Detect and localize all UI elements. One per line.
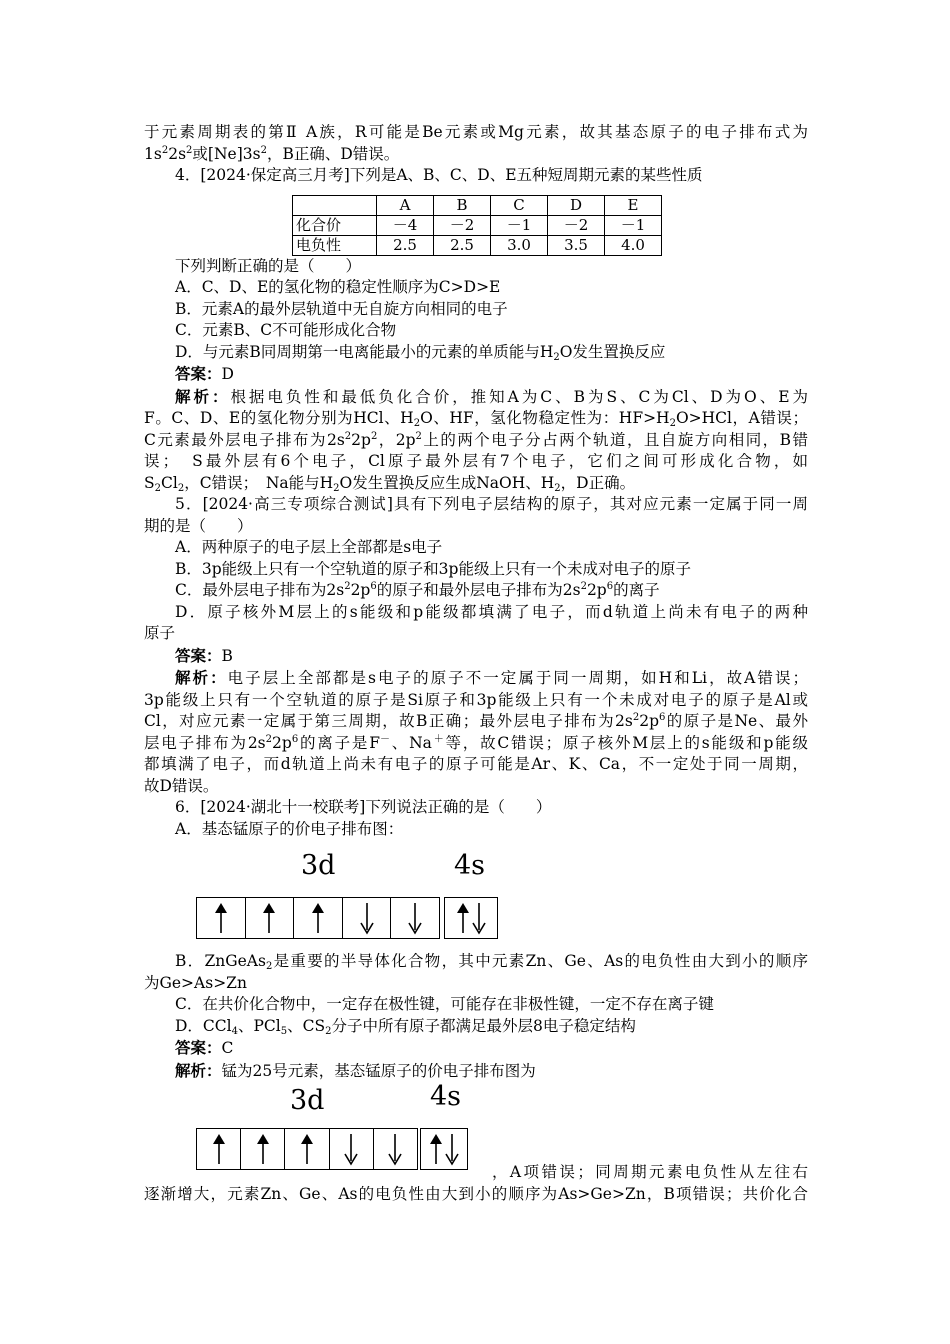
orbital-box [343, 898, 392, 938]
explanation: 解析：电子层上全部都是s电子的原子不一定属于同一周期，如H和Li，故A错误； [175, 668, 808, 687]
question-6-stem: 6．[2024·湖北十一校联考]下列说法正确的是（ ） [175, 798, 552, 816]
spin-up-arrow-icon [256, 1132, 270, 1166]
orbital-label-3d: 3d [301, 850, 336, 881]
spin-down-arrow-icon [408, 901, 422, 935]
option-b: 为Ge>As>Zn [144, 973, 247, 992]
explanation-line: F。C、D、E的氢化物分别为HCl、$H_2O$、HF，氢化物稳定性为：$HF>H_2O>HCl$，A错误； [144, 409, 808, 429]
spin-up-arrow-icon [311, 901, 325, 935]
table-header-row: A B C D E [293, 195, 662, 215]
option-a: A．C、D、E的氢化物的稳定性顺序为C>D>E [175, 278, 501, 296]
explanation-line: C元素最外层电子排布为$2s^22p^2$，$2p^2$上的两个电子分占两个轨道，且自旋方向相同，B错 [144, 430, 808, 449]
answer: 答案：C [175, 1038, 234, 1057]
spin-down-arrow-icon [360, 901, 374, 935]
option-d: D．CCl$_4$、PCl$_5$、$CS_2$分子中所有原子都满足最外层8电子稳定结构 [175, 1016, 636, 1037]
option-b: B．3p能级上只有一个空轨道的原子和3p能级上只有一个未成对电子的原子 [175, 559, 691, 578]
option-c: C．在共价化合物中，一定存在极性键，可能存在非极性键，一定不存在离子键 [175, 995, 714, 1013]
orbital-box [445, 898, 497, 938]
answer: 答案：B [175, 645, 233, 665]
text-line: 于元素周期表的第Ⅱ A族，R可能是Be元素或Mg元素，故其基态原子的电子排布式为 [144, 123, 808, 141]
explanation: 解析：锰为25号元素，基态锰原子的价电子排布图为 [175, 1060, 536, 1080]
spin-up-arrow-icon [300, 1132, 314, 1166]
property-table [292, 195, 662, 256]
option-d: 原子 [144, 624, 176, 642]
explanation-line: 都填满了电子，而d轨道上尚未有电子的原子可能是Ar、K、Ca，不一定处于同一周期， [144, 755, 808, 773]
option-a: A．两种原子的电子层上全部都是s电子 [175, 538, 443, 556]
document-page-end [144, 1162, 808, 1205]
explanation-line: 3p能级上只有一个空轨道的原子是Si原子和3p能级上只有一个未成对电子的原子是Al或 [144, 690, 808, 709]
spin-pair-icon [453, 901, 489, 935]
orbital-4s-box [444, 897, 498, 939]
question-5-stem: 5．[2024·高三专项综合测试]具有下列电子层结构的原子，其对应元素一定属于同一周 [175, 495, 808, 513]
option-a: A．基态锰原子的价电子排布图： [175, 819, 404, 838]
option-d: D．与元素B同周期第一电离能最小的元素的单质能与$H_2O$发生置换反应 [175, 342, 666, 363]
orbital-label-3d: 3d [290, 1085, 325, 1116]
explanation-line: 误； S最外层有6个电子，Cl原子最外层有7个电子，它们之间可形成化合物，如 [144, 452, 808, 470]
spin-up-arrow-icon [262, 901, 276, 935]
spin-pair-icon [427, 1132, 461, 1166]
orbital-label-4s: 4s [430, 1081, 462, 1112]
explanation-line: 逐渐增大，元素Zn、Ge、As的电负性由大到小的顺序为As>Ge>Zn，B项错误；共价化合 [144, 1184, 808, 1203]
orbital-label-4s: 4s [454, 850, 486, 881]
explanation-line: 层电子排布为$2s^22p^6$的离子是F－、Na＋等，故C错误；原子核外M层上的s能级和p能级 [144, 733, 808, 752]
explanation-line: 故D错误。 [144, 776, 219, 795]
question-5-stem: 期的是（ ） [144, 516, 253, 535]
document-page [144, 122, 808, 840]
orbital-3d-boxes [196, 897, 440, 939]
option-d: D．原子核外M层上的s能级和p能级都填满了电子，而d轨道上尚未有电子的两种 [175, 602, 808, 621]
spin-up-arrow-icon [212, 1132, 226, 1166]
orbital-diagram [196, 850, 506, 945]
explanation: 解析：根据电负性和最低负化合价，推知A为C、B为S、C为Cl、D为O、E为 [175, 386, 808, 406]
orbital-box [294, 898, 343, 938]
answer: 答案：D [175, 364, 234, 383]
option-b: B．ZnGeAs$_2$是重要的半导体化合物，其中元素Zn、Ge、As的电负性由大到小的顺序 [175, 952, 808, 972]
table-row: 电负性 2.5 2.5 3.0 3.5 4.0 [293, 235, 662, 255]
spin-down-arrow-icon [344, 1132, 358, 1166]
text-line: $1s^22s^2$或$[Ne]3s^2$，B正确、D错误。 [144, 144, 400, 163]
option-c: C．元素B、C不可能形成化合物 [175, 321, 397, 339]
orbital-box [246, 898, 295, 938]
orbital-box [197, 898, 246, 938]
question-4-prompt: 下列判断正确的是（ ） [175, 256, 362, 275]
explanation-line: $S_2Cl_2$，C错误； Na能与$H_2O$发生置换反应生成NaOH、$H_2$，D正确。 [144, 473, 636, 494]
option-c: C．最外层电子排布为$2s^22p^6$的原子和最外层电子排布为$2s^22p^6$的离子 [175, 581, 660, 599]
question-4-stem: 4．[2024·保定高三月考]下列是A、B、C、D、E五种短周期元素的某些性质 [175, 166, 703, 184]
document-page-continued [144, 951, 808, 1082]
spin-down-arrow-icon [388, 1132, 402, 1166]
explanation-line: Cl，对应元素一定属于第三周期，故B正确；最外层电子排布为$2s^22p^6$的原子是Ne、最外 [144, 712, 808, 730]
orbital-box [391, 898, 439, 938]
option-b: B．元素A的最外层轨道中无自旋方向相同的电子 [175, 299, 508, 318]
table-row: 化合价 －4 －2 －1 －2 －1 [293, 215, 662, 235]
spin-up-arrow-icon [214, 901, 228, 935]
explanation-line: ，A项错误；同周期元素电负性从左往右 [492, 1163, 808, 1181]
